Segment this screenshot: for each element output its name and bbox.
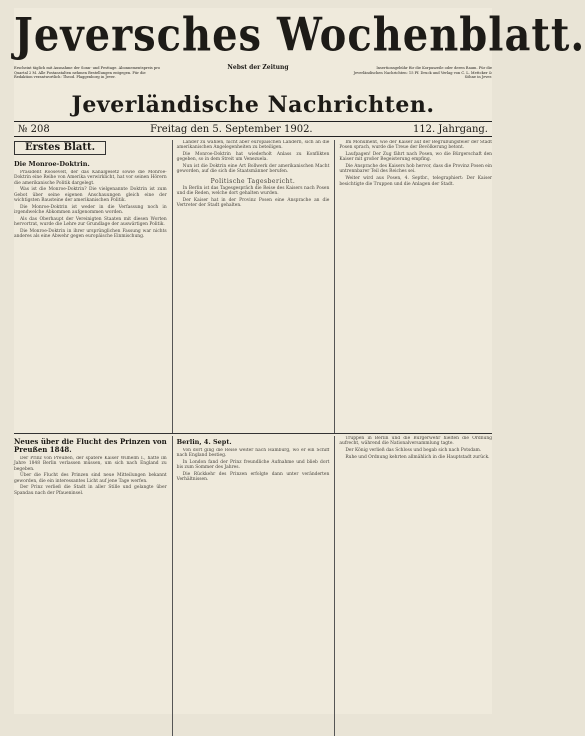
column-1-text (14, 170, 167, 240)
paragraph: Truppen in Berlin und die Bürgerwehr hielten die Ordnung aufrecht, während die Nationalversammlung tagte. (339, 436, 493, 447)
paragraph: Die Rückkehr des Prinzen erfolgte dann unter veränderten Verhältnissen. (176, 472, 330, 483)
dateline (14, 121, 492, 137)
subheader (14, 66, 492, 92)
paragraph: Als das Oberhaupt der Vereinigten Staaten mit diesen Worten hervortrat, wurde die Lehre zur Grundlage der auswärtigen Politik. (14, 216, 167, 228)
issue-number: № 208 (18, 123, 50, 135)
newspaper-page (14, 7, 585, 714)
column-5 (172, 436, 330, 714)
paragraph: Die Monroe-Doktrin ist weder in die Verfassung noch in irgendwelche Abkommen aufgenommen worden. (14, 204, 167, 216)
column-4 (14, 436, 167, 714)
paragraph: Nun ist die Doktrin eine Art Bollwerk der amerikanischen Macht geworden, auf die sich die Staatsmänner berufen. (176, 164, 330, 175)
section-politische: Politische Tagesbericht. (210, 177, 296, 185)
paragraph: Weiter wird aus Posen, 4. Septbr., telegraphiert: Der Kaiser besichtigte die Truppen und die Anlagen der Stadt. (339, 176, 493, 187)
issue-date: Freitag den 5. September 1902. (150, 123, 313, 135)
column-5-text (177, 448, 330, 483)
paragraph: Über die Flucht des Prinzen sind neue Mitteilungen bekannt geworden, die ein interessantes Licht auf jene Tage werfen. (14, 473, 167, 484)
paragraph: Von dort ging die Reise weiter nach Hamburg, wo er ein Schiff nach England bestieg. (176, 448, 330, 459)
masthead-title: Jeversches Wochenblatt. (14, 7, 585, 62)
column-6-text (339, 436, 492, 460)
paragraph: In London fand der Prinz freundliche Aufnahme und blieb dort bis zum Sommer des Jahres. (176, 460, 330, 471)
paragraph: Laufpagen! Der Zug fährt nach Posen, wo die Bürgerschaft den Kaiser mit großer Begeisterung empfing. (339, 152, 493, 163)
column-2-text (177, 140, 330, 209)
dateline-article: Berlin, 4. Sept. (176, 438, 232, 446)
subheader-right: Insertionsgebühr für die Korpuszeile oder deren Raum. Für die Jeverländischen Nachrichten: 15 Pf. Druck und Verlag von C. L. Mettcker & Söhne in Jever. (353, 66, 492, 80)
paragraph: Die Monroe-Doktrin hat wiederholt Anlass zu Konflikten gegeben, so in dem Streit um Venezuela. (176, 152, 330, 163)
column-4-text (14, 456, 167, 496)
paragraph: Der Kaiser hat in der Provinz Posen eine Ansprache an die Vertreter der Stadt gehalten. (176, 198, 330, 209)
paragraph: Ruhe und Ordnung kehrten allmählich in die Hauptstadt zurück. (345, 454, 490, 460)
paragraph: Der Prinz verließ die Stadt in aller Stille und gelangte über Spandau nach der Pfaueninsel. (14, 485, 167, 496)
subtitle: Jeverländische Nachrichten. (71, 92, 435, 118)
lower-section (14, 433, 492, 714)
paragraph: Was ist die Monroe-Doktrin? Die vielgenannte Doktrin ist zum Gebot über seine eigenen Anschauungen gleich eine der wichtigsten Bausteine der amerikanischen Politik. (14, 187, 167, 203)
paragraph: Die Ansprache des Kaisers hob hervor, dass die Provinz Posen ein untrennbarer Teil des Reiches sei. (339, 164, 493, 175)
article-title-monroe: Die Monroe-Doktrin. (14, 160, 90, 168)
paragraph: In Berlin ist das Tagesgespräch die Reise des Kaisers nach Posen und die Reden, welche dort gehalten wurden. (176, 186, 330, 197)
paragraph: Der Prinz von Preußen, der spätere Kaiser Wilhelm I., hatte im Jahre 1848 Berlin verlassen müssen, um sich nach England zu begeben. (14, 456, 167, 472)
subheader-middle: Nebst der Zeitung (227, 64, 289, 71)
paragraph: Länder zu wählen, nicht aber europäischen Ländern, sich an die amerikanischen Angelegenheiten zu beteiligen. (176, 140, 330, 151)
article-title-flucht: Neues über die Flucht des Prinzen von Preußen 1848. (14, 437, 167, 454)
paragraph: Die Monroe-Doktrin in ihrer ursprünglichen Fassung war nichts anderes als eine Abwehr gegen europäische Einmischung. (14, 228, 167, 240)
section-erstes-blatt: Erstes Blatt. (14, 141, 106, 155)
column-6 (334, 436, 492, 714)
paragraph: Präsident Roosevelt, der das Kanalgesetz sowie die Monroe-Doktrin eine Reihe von Amerika verwirklicht, hat vor seinen Hörern die amerikanische Politik dargelegt. (14, 170, 167, 186)
paragraph: Der König verließ das Schloss und begab sich nach Potsdam. (345, 448, 482, 454)
issue-volume: 112. Jahrgang. (412, 123, 488, 135)
subheader-left: Erscheint täglich mit Ausnahme der Sonn- und Festtage. Abonnementspreis pro Quartal 2 M. Alle Postanstalten nehmen Bestellungen entgegen. Für die Redaktion verantwortlich: Theod. Plaggenborg in Jever. (14, 66, 161, 80)
paragraph: Im Monument, wie der Kaiser auf der Begrüßungsfeier der Stadt Posen sprach, wurde die Treue der Bevölkerung betont. (339, 140, 493, 151)
column-3-text (339, 140, 492, 187)
